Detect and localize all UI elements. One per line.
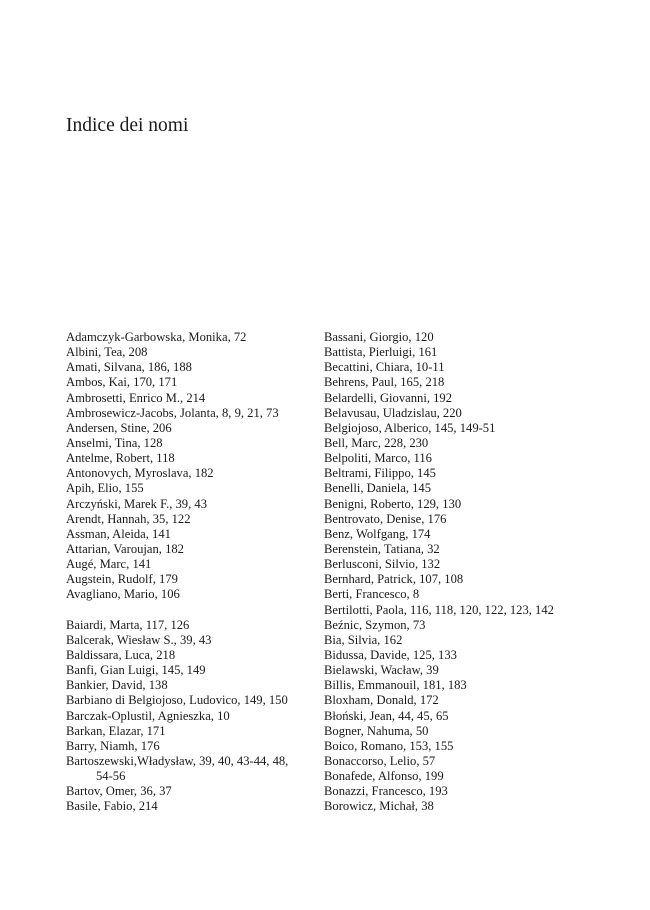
index-entry: Belardelli, Giovanni, 192 [324,390,453,405]
index-entry: Andersen, Stine, 206 [66,420,172,435]
index-entry: Bogner, Nahuma, 50 [324,723,429,738]
index-entry: Banfi, Gian Luigi, 145, 149 [66,663,206,678]
index-entry: Bielawski, Wacław, 39 [324,663,439,678]
index-entry: Belavusau, Uladzislau, 220 [324,405,462,420]
index-entry: Attarian, Varoujan, 182 [66,541,184,556]
index-entry: Battista, Pierluigi, 161 [324,345,438,360]
index-entry: Augstein, Rudolf, 179 [66,572,178,587]
index-entry: Ambos, Kai, 170, 171 [66,375,178,390]
index-entry: Bloxham, Donald, 172 [324,693,439,708]
index-entry: Bartov, Omer, 36, 37 [66,784,172,799]
index-entry: Basile, Fabio, 214 [66,799,158,814]
index-entry: Billis, Emmanouil, 181, 183 [324,678,467,693]
page-title: Indice dei nomi [66,115,189,136]
index-entry: Borowicz, Michał, 38 [324,799,434,814]
index-entry: Apih, Elio, 155 [66,481,144,496]
index-entry: Benelli, Daniela, 145 [324,481,432,496]
index-entry: Bonazzi, Francesco, 193 [324,784,448,799]
index-entry: Avagliano, Mario, 106 [66,587,180,602]
index-entry: Arendt, Hannah, 35, 122 [66,511,191,526]
index-entry: Barczak-Oplustil, Agnieszka, 10 [66,708,230,723]
index-entry: Bell, Marc, 228, 230 [324,435,429,450]
index-column-left [66,330,316,815]
index-entry: Bonafede, Alfonso, 199 [324,769,444,784]
index-entry: Albini, Tea, 208 [66,345,148,360]
index-entry: Ambrosewicz-Jacobs, Jolanta, 8, 9, 21, 73 [66,405,279,420]
index-entry: Balcerak, Wiesław S., 39, 43 [66,632,212,647]
index-entry: Arczyński, Marek F., 39, 43 [66,496,207,511]
index-entry: Bertilotti, Paola, 116, 118, 120, 122, 123, 142 [324,602,554,617]
index-entry: Adamczyk-Garbowska, Monika, 72 [66,330,247,344]
index-entry: Benigni, Roberto, 129, 130 [324,496,462,511]
group-separator [66,603,316,618]
index-entry-continuation: 54-56 [96,769,126,784]
index-entry: Belgiojoso, Alberico, 145, 149-51 [324,420,496,435]
index-entry: Berenstein, Tatiana, 32 [324,541,440,556]
index-entry: Anselmi, Tina, 128 [66,435,163,450]
index-entry: Błoński, Jean, 44, 45, 65 [324,708,449,723]
index-entry: Baiardi, Marta, 117, 126 [66,617,190,632]
index-entry: Beźnic, Szymon, 73 [324,617,426,632]
index-entry: Assman, Aleida, 141 [66,526,171,541]
index-entry: Bartoszewski,Władysław, 39, 40, 43-44, 48, [66,753,289,768]
index-entry: Barbiano di Belgiojoso, Ludovico, 149, 150 [66,693,288,708]
index-entry: Augé, Marc, 141 [66,557,152,572]
index-entry: Antelme, Robert, 118 [66,451,175,466]
index-entry: Beltrami, Filippo, 145 [324,466,436,481]
index-entry: Behrens, Paul, 165, 218 [324,375,445,390]
index-entry: Berti, Francesco, 8 [324,587,420,602]
index-entry: Bentrovato, Denise, 176 [324,511,447,526]
index-entry: Barkan, Elazar, 171 [66,723,166,738]
index-entry: Bankier, David, 138 [66,678,168,693]
index-column-right [324,330,624,815]
index-entry: Becattini, Chiara, 10-11 [324,360,445,375]
index-entry: Bonaccorso, Lelio, 57 [324,753,436,768]
index-entry: Antonovych, Myroslava, 182 [66,466,214,481]
index-entry: Baldissara, Luca, 218 [66,647,176,662]
index-entry: Bernhard, Patrick, 107, 108 [324,572,464,587]
index-entry: Berlusconi, Silvio, 132 [324,557,441,572]
index-entry: Belpoliti, Marco, 116 [324,451,432,466]
index-entry: Boico, Romano, 153, 155 [324,738,454,753]
index-entry: Bassani, Giorgio, 120 [324,330,434,344]
index-entry: Benz, Wolfgang, 174 [324,526,431,541]
index-entry: Ambrosetti, Enrico M., 214 [66,390,206,405]
index-entry: Barry, Niamh, 176 [66,738,160,753]
index-entry: Bidussa, Davide, 125, 133 [324,647,457,662]
index-entry: Amati, Silvana, 186, 188 [66,360,192,375]
index-entry: Bia, Silvia, 162 [324,632,403,647]
